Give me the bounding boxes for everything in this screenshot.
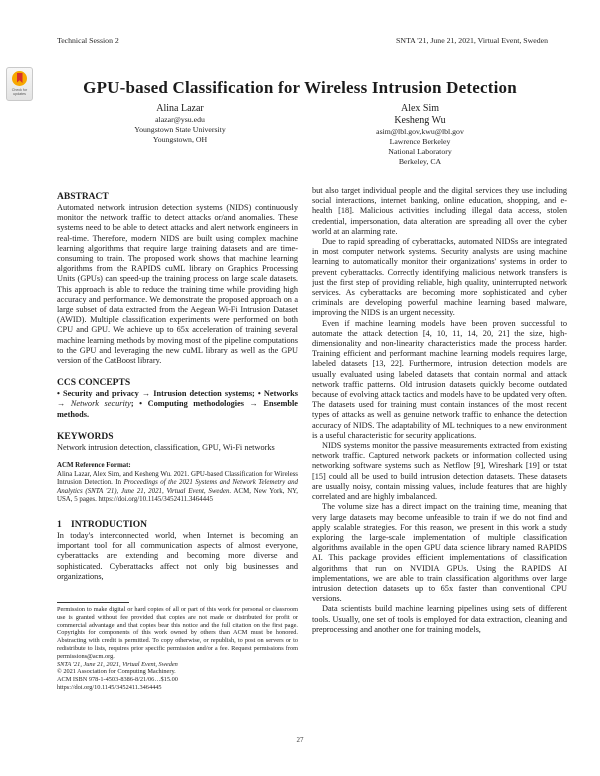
session-label: Technical Session 2 (57, 36, 119, 45)
footnote-copyright: © 2021 Association for Computing Machinery. (57, 668, 176, 676)
check-for-updates-badge[interactable] (6, 67, 33, 101)
footnote-venue: SNTA '21, June 21, 2021, Virtual Event, Sweden (57, 660, 178, 668)
crossmark-icon (12, 71, 27, 86)
copyright-footnote (57, 602, 298, 692)
author-email: asim@lbl.gov,kwu@lbl.gov (376, 127, 464, 136)
intro-paragraph: NIDS systems monitor the passive measurements extracted from existing network traffic. Captured network packets or information collected using networking software systems such as Netflow [9], Wireshark [19] or tstat [15] could all be used to build intrusion detection datasets. These datasets are usually noisy, contain missing values, include features that are highly correlated and are highly imbalanced. (312, 441, 567, 502)
ccs-leaf: Network security (70, 399, 131, 409)
running-header (57, 36, 548, 45)
author-block (60, 103, 540, 167)
conference-label: SNTA '21, June 21, 2021, Virtual Event, Sweden (396, 36, 548, 45)
ccs-heading: CCS CONCEPTS (57, 378, 131, 389)
acm-reference-doi[interactable]: ACM, New York, NY, USA, 5 pages. https://doi.org/10.1145/3452411.3464445 (57, 487, 298, 504)
intro-paragraph: Due to rapid spreading of cyberattacks, automated NIDSs are integrated in most computer network systems. Security analysts are using machine learning to automatically monitor their organizations' systems in order to prevent cyberattacks. Correctly identifying malicious network transfers is just the first step of providing reliable, high quality, uninterrupted network services. As cyberattacks are becoming more sophisticated and cyber criminals are developing powerful machine learning based malware, improving the NIDS is an urgent necessity. (312, 237, 567, 318)
author-affiliation: Youngstown State University (134, 125, 226, 134)
ccs-concepts: • Security and privacy → Intrusion detection systems; • Networks → (57, 389, 298, 409)
permission-text: Permission to make digital or hard copies of all or part of this work for personal or classroom use is granted without fee provided that copies are not made or distributed for profit or commercial advantage and that copies bear this notice and the full citation on the first page. Copyrights for components of this work owned by others than ACM must be honored. Abstracting with credit is permitted. To copy otherwise, or republish, to post on servers or to redistribute to lists, requires prior specific permission and/or a fee. Request permissions from permissions@acm.org. (57, 606, 298, 660)
acm-reference-text: Alina Lazar, Alex Sim, and Kesheng Wu. 2021. GPU-based Classification for Wireless Intrusion Detection. In (57, 470, 298, 487)
author-affiliation: Lawrence Berkeley (389, 137, 451, 146)
keywords-text: Network intrusion detection, classification, GPU, Wi-Fi networks (57, 442, 275, 452)
paper-title: GPU-based Classification for Wireless Intrusion Detection (83, 78, 517, 97)
footnote-rule (57, 602, 129, 603)
intro-paragraph: In today's interconnected world, when Internet is becoming an important tool for all communication aspects of almost everyone, cyberattacks are extending and becoming more diverse and sophisticated. Cyberattacks affect not only big businesses and organizations, (57, 531, 298, 581)
intro-paragraph: but also target individual people and the digital services they use including social interactions, internet banking, online education, shopping, and e-health [18]. Malicious activities including illegal data access, stolen credential, impersonation, data alteration are spreading all over the cyber world at an alarming rate. (312, 186, 567, 236)
footnote-isbn: ACM ISBN 978-1-4503-8386-8/21/06…$15.00 (57, 676, 178, 684)
author-affiliation: National Laboratory (388, 147, 452, 156)
author-location: Berkeley, CA (398, 157, 442, 166)
author-name: Kesheng Wu (394, 115, 446, 126)
acm-reference-block (57, 462, 298, 505)
right-column (312, 186, 567, 696)
keywords-heading: KEYWORDS (57, 431, 114, 442)
ccs-text (57, 389, 298, 420)
introduction-heading (57, 520, 298, 531)
author-2 (300, 103, 540, 167)
intro-paragraph: The volume size has a direct impact on the training time, meaning that very large datasets may become unfeasible to train if we do not find and apply scalable strategies. For this reason, we present in this work a study exploring the large-scale implementation of multiple classification algorithms available in the open GPU data science library named RAPIDS AI. This package provides efficient implementations of classification algorithms that run on NVIDIA GPUs. Using the RAPIDS AI implementations, we are able to train classification algorithms over large intrusion detection datasets up to 65x faster than conventional CPU versions. (312, 502, 567, 604)
ccs-concepts: ; • Computing methodologies → Ensemble methods. (57, 399, 298, 419)
author-name: Alex Sim (400, 103, 440, 114)
abstract-text: Automated network intrusion detection systems (NIDS) continuously monitor the network traffic to detect attacks or/and anomalies. These systems need to be able to detect attacks and alert network engineers in real-time. Therefore, modern NIDS are built using complex machine learning algorithms that require large training datasets and are time-consuming to train. The proposed work shows that machine learning algorithms from the RAPIDS cuML library on Graphics Processing Units (GPUs) can speed-up the training process on large scale datasets. This approach is able to reduce the training time while providing high accuracy and performance. We demonstrate the proposed approach on a large subset of data extracted from the Aegean Wi-Fi Intrusion Dataset (AWID). Multiple classification experiments were performed on both CPU and GPU. We achieve up to 65x acceleration of training several machine learning methods by moving most of the pipeline computations to the GPU and leveraging the new cuML library as well as the GPU version of the CatBoost library. (57, 203, 298, 366)
section-number: 1 (57, 520, 62, 531)
author-1 (60, 103, 300, 167)
badge-label: Check for updates (11, 88, 28, 97)
page-number: 27 (296, 736, 304, 744)
author-name: Alina Lazar (156, 103, 204, 114)
ribbon-icon (17, 73, 23, 83)
acm-reference-label: ACM Reference Format: (57, 462, 131, 470)
section-title: INTRODUCTION (71, 520, 148, 531)
intro-paragraph: Data scientists build machine learning pipelines using sets of different tools. Usually, one set of tools is employed for data extraction, cleaning and preprocessing and another one for training models, (312, 604, 567, 634)
author-email: alazar@ysu.edu (155, 115, 205, 124)
footnote-doi[interactable]: https://doi.org/10.1145/3452411.3464445 (57, 683, 162, 691)
acm-reference-venue: Proceedings of the 2021 Systems and Network Telemetry and Analytics (SNTA '21), June 21, 2021, Virtual Event, Sweden. (57, 479, 298, 495)
left-column (57, 186, 298, 582)
abstract-heading: ABSTRACT (57, 192, 109, 202)
author-location: Youngstown, OH (152, 135, 208, 144)
intro-paragraph: Even if machine learning models have been proven successful to automate the attack detection [4, 10, 11, 14, 20, 21] the size, high-dimensionality and non-linearity characteristics made the process harder. Training efficient and performant machine learning models requires large, labeled datasets [13, 22]. Furthermore, intrusion detection models are usually evaluated using labeled datasets that contain normal and attack network traffic patterns. Old intrusion datasets quickly become outdated because of evolving attack tactics and models have to be updated very often. The datasets used for training must contain instances of the most recent types of attacks as well as genuine network traffic to enhance the detection accuracy of NIDS. The adaptability of ML techniques to a new environment is a useful characteristic for security applications. (312, 318, 567, 440)
